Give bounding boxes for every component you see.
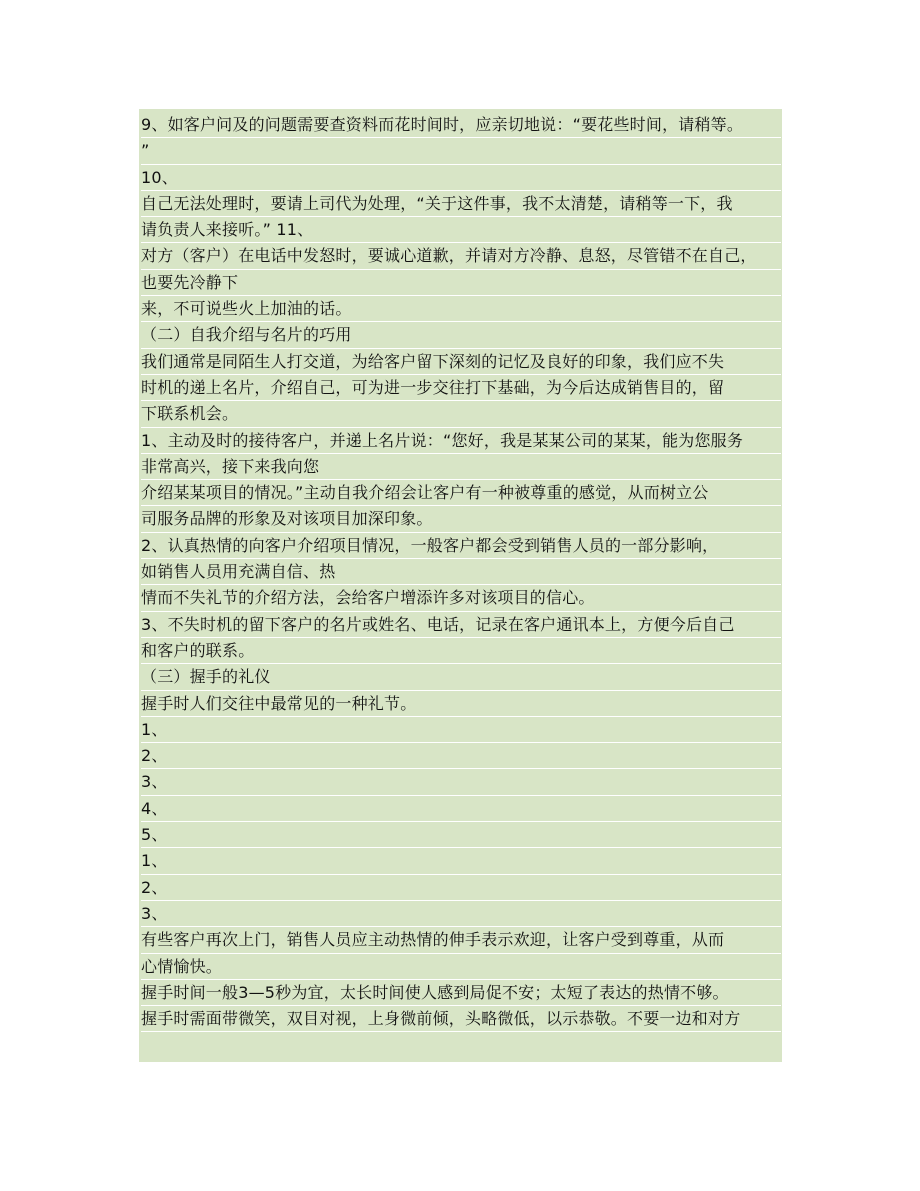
text-line: 有些客户再次上门，销售人员应主动热情的伸手表示欢迎，让客户受到尊重，从而 (141, 927, 781, 953)
document-text (141, 112, 781, 1032)
text-line: 自己无法处理时，要请上司代为处理，“关于这件事，我不太清楚，请稍等一下，我 (141, 191, 781, 217)
text-line: 握手时人们交往中最常见的一种礼节。 (141, 691, 781, 717)
text-line: 请负责人来接听。” 11、 (141, 217, 781, 243)
text-line: 介绍某某项目的情况。”主动自我介绍会让客户有一种被尊重的感觉，从而树立公 (141, 480, 781, 506)
text-line: 2、认真热情的向客户介绍项目情况，一般客户都会受到销售人员的一部分影响， (141, 533, 781, 559)
section-heading: （二）自我介绍与名片的巧用 (141, 322, 781, 348)
text-line: 也要先冷静下 (141, 270, 781, 296)
text-line: 如销售人员用充满自信、热 (141, 559, 781, 585)
text-line: 时机的递上名片，介绍自己，可为进一步交往打下基础，为今后达成销售目的，留 (141, 375, 781, 401)
list-marker: 5、 (141, 822, 781, 848)
list-marker: 3、 (141, 769, 781, 795)
text-line: 非常高兴，接下来我向您 (141, 454, 781, 480)
section-heading: （三）握手的礼仪 (141, 664, 781, 690)
text-line: 来，不可说些火上加油的话。 (141, 296, 781, 322)
text-line: 9、如客户问及的问题需要查资料而花时间时，应亲切地说：“要花些时间，请稍等。 (141, 112, 781, 138)
text-line: 10、 (141, 165, 781, 191)
list-marker: 3、 (141, 901, 781, 927)
text-line: 握手时间一般3—5秒为宜，太长时间使人感到局促不安；太短了表达的热情不够。 (141, 980, 781, 1006)
list-marker: 2、 (141, 743, 781, 769)
text-line: 心情愉快。 (141, 954, 781, 980)
text-line: 情而不失礼节的介绍方法，会给客户增添许多对该项目的信心。 (141, 585, 781, 611)
text-line: 1、主动及时的接待客户，并递上名片说：“您好，我是某某公司的某某，能为您服务 (141, 428, 781, 454)
text-line: 我们通常是同陌生人打交道，为给客户留下深刻的记忆及良好的印象，我们应不失 (141, 349, 781, 375)
list-marker: 2、 (141, 875, 781, 901)
list-marker: 1、 (141, 717, 781, 743)
text-line: 对方（客户）在电话中发怒时，要诚心道歉，并请对方冷静、息怒，尽管错不在自己， (141, 243, 781, 269)
text-line: 握手时需面带微笑，双目对视，上身微前倾，头略微低，以示恭敬。不要一边和对方 (141, 1006, 781, 1032)
text-line: ” (141, 138, 781, 164)
list-marker: 4、 (141, 796, 781, 822)
text-line: 司服务品牌的形象及对该项目加深印象。 (141, 506, 781, 532)
text-line: 和客户的联系。 (141, 638, 781, 664)
list-marker: 1、 (141, 848, 781, 874)
text-line: 下联系机会。 (141, 401, 781, 427)
text-line: 3、不失时机的留下客户的名片或姓名、电话，记录在客户通讯本上，方便今后自己 (141, 612, 781, 638)
